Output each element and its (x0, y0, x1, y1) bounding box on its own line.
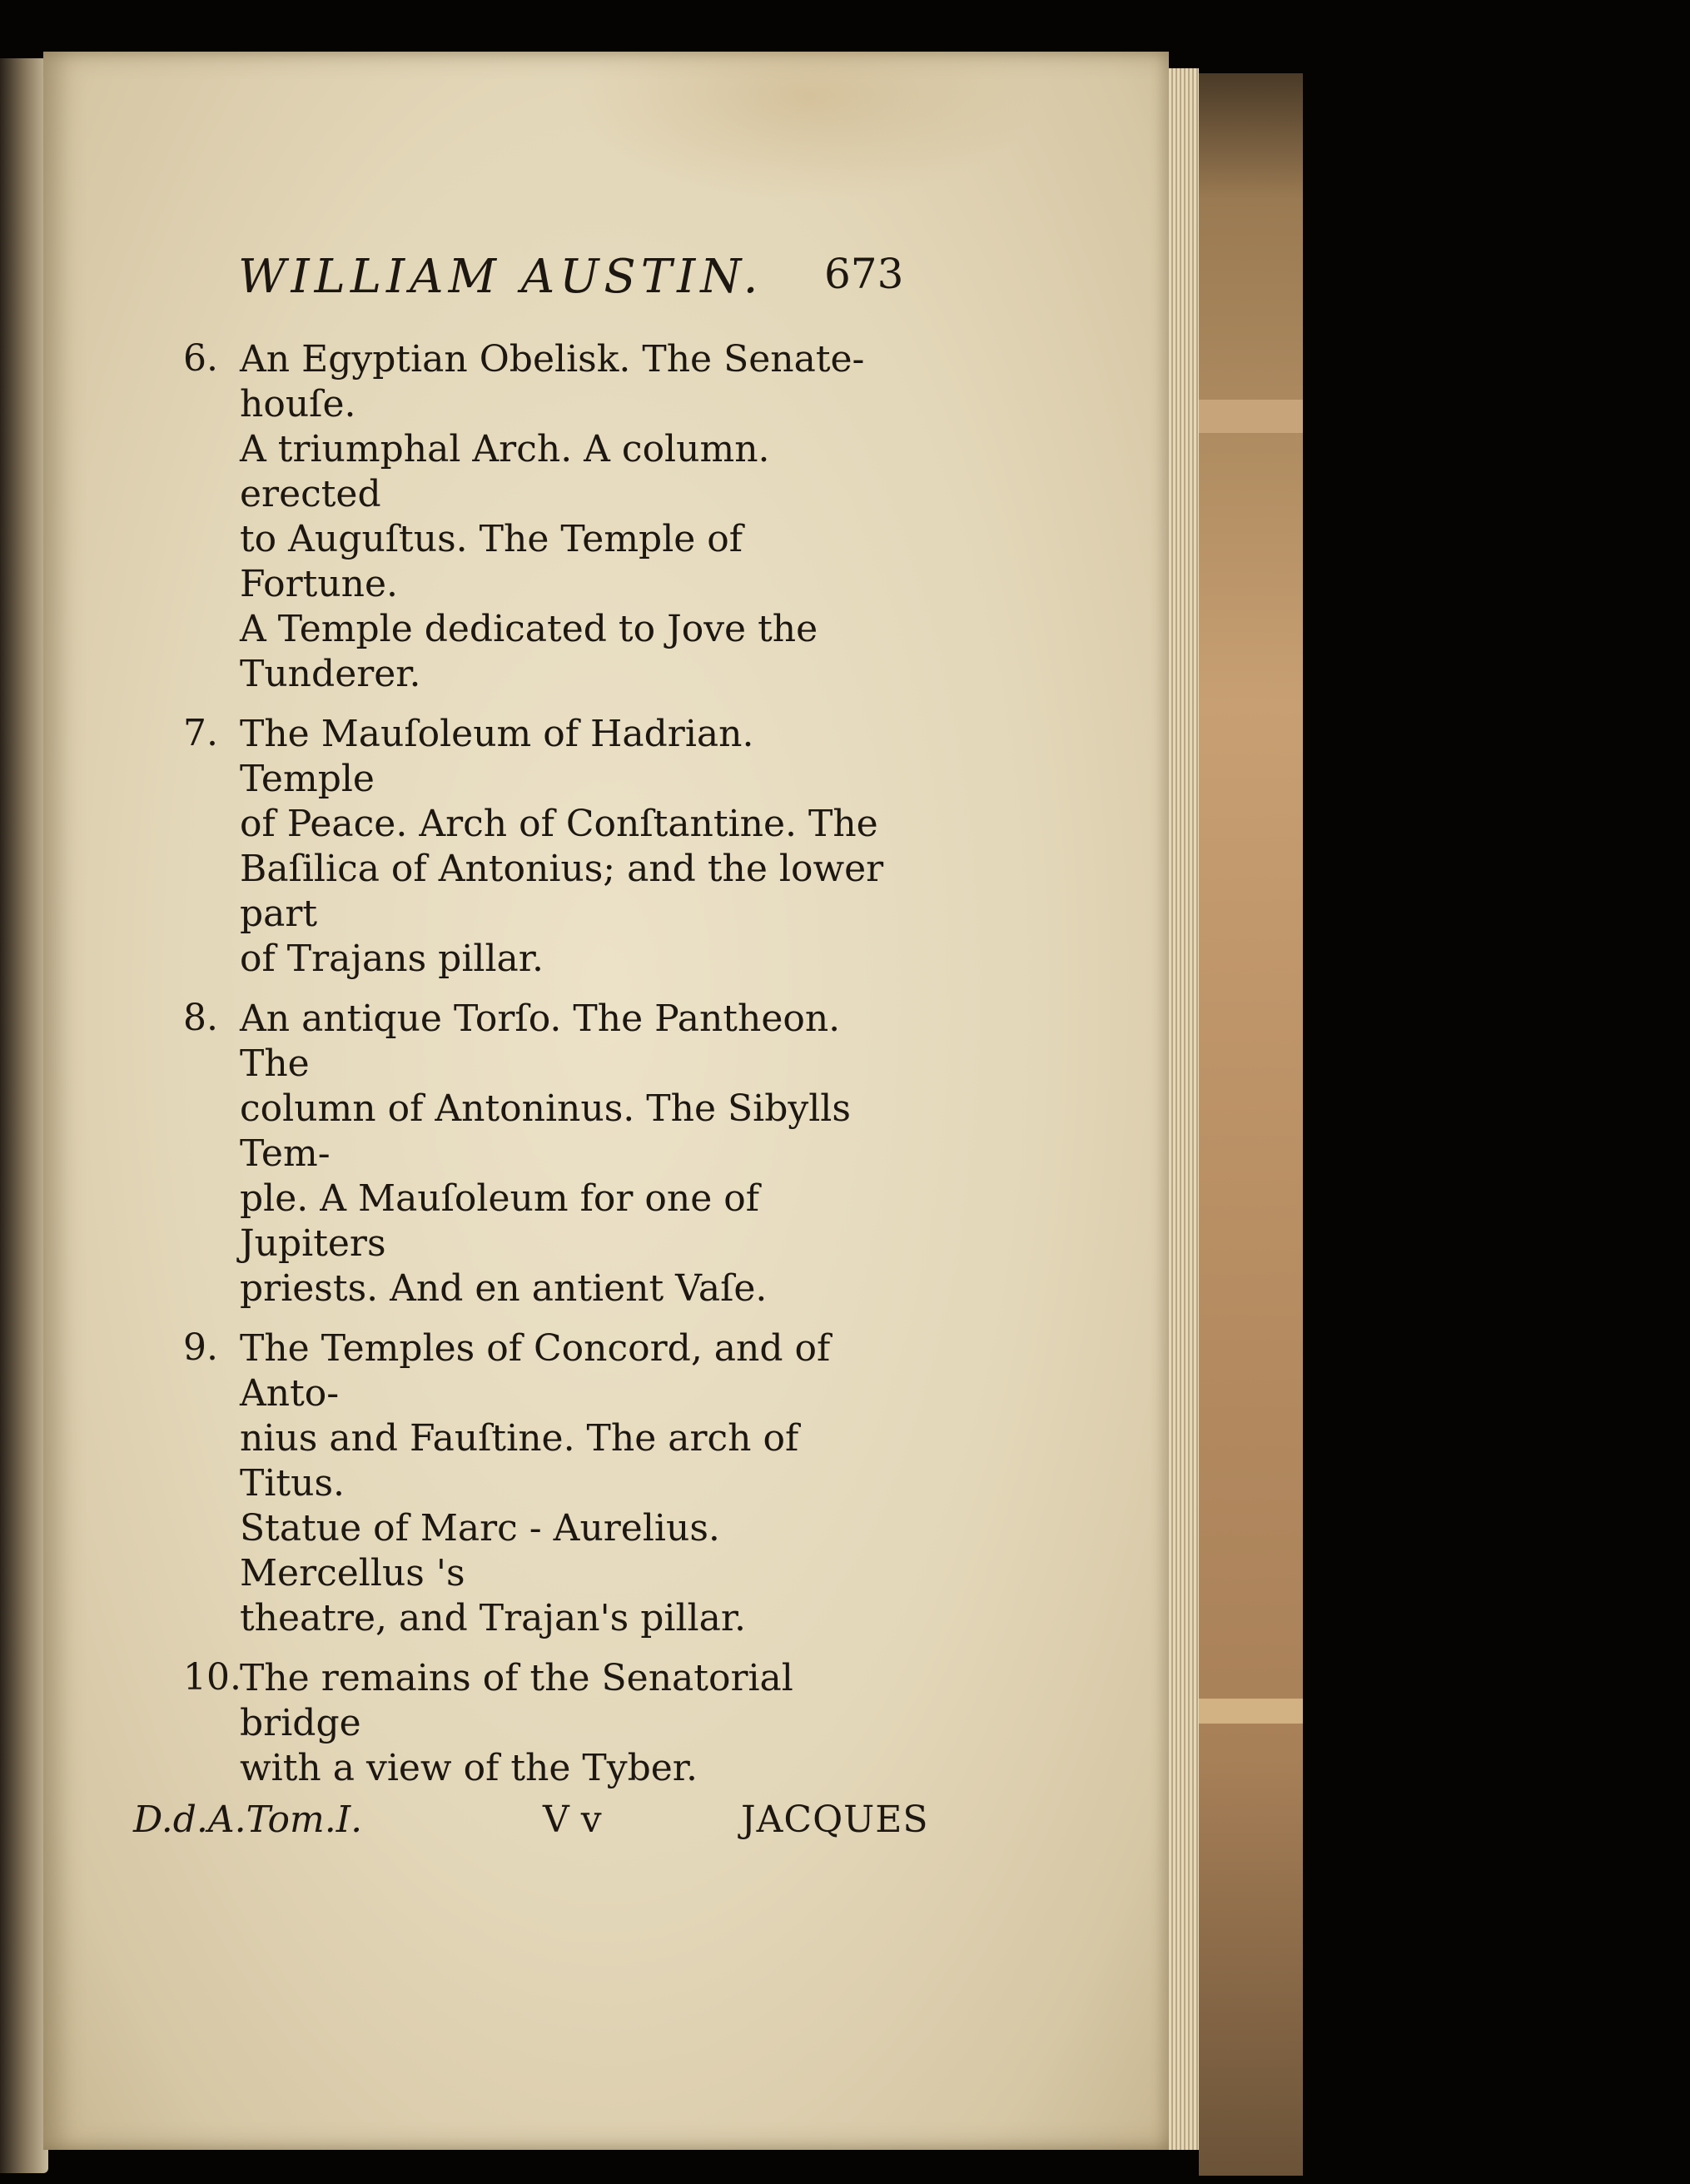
entry-number: 9. (183, 1326, 218, 1369)
entry-text: An Egyptian Obelisk. The Senate-houſe. A triumphal Arch. A column. erected to Auguſtus. The Temple of Fortune. A Temple dedicated to Jove the Tunderer. (240, 338, 865, 695)
entry-list (183, 337, 899, 1806)
list-item (183, 712, 899, 982)
list-item (183, 997, 899, 1311)
paper-stain (574, 52, 1041, 201)
cover-band (1199, 400, 1303, 433)
left-page-edge (0, 58, 48, 2173)
book-cover-board (1199, 73, 1303, 2176)
entry-number: 7. (183, 712, 218, 754)
entry-number: 8. (183, 997, 218, 1039)
gathering-mark: V v (543, 1798, 602, 1841)
cover-band-lower (1199, 1699, 1303, 1724)
entry-number: 6. (183, 337, 218, 380)
signature-mark: D.d.A.Tom.I. (133, 1798, 363, 1841)
running-head: WILLIAM AUSTIN. (238, 250, 763, 304)
entry-text: The Mauſoleum of Hadrian. Temple of Peace. Arch of Conſtantine. The Baſilica of Antonius; and the lower part of Trajans pillar. (240, 713, 884, 980)
list-item (183, 1656, 899, 1791)
page-edges (1169, 68, 1199, 2150)
entry-text: The remains of the Senatorial bridge with a view of the Tyber. (240, 1657, 793, 1789)
list-item (183, 337, 899, 697)
entry-text: An antique Torſo. The Pantheon. The column of Antoninus. The Sibylls Tem- ple. A Mauſoleum for one of Jupiters priests. And en antient Vaſe. (240, 997, 851, 1310)
list-item (183, 1326, 899, 1641)
page-number: 673 (824, 250, 904, 298)
catchword: JACQUES (741, 1798, 929, 1841)
entry-number: 10. (183, 1656, 241, 1699)
entry-text: The Temples of Concord, and of Anto- nius and Fauſtine. The arch of Titus. Statue of Marc - Aurelius. Mercellus 's theatre, and Trajan's pillar. (240, 1327, 831, 1639)
